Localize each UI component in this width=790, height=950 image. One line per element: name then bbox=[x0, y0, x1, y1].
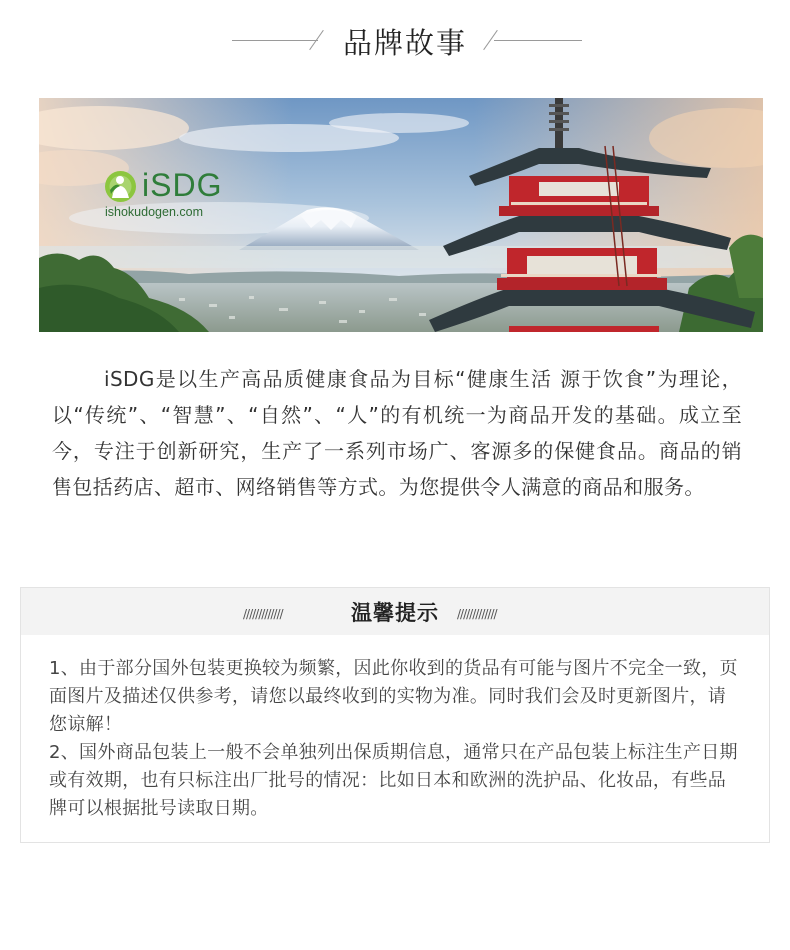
header-divider-left bbox=[232, 40, 318, 41]
leaf-person-icon bbox=[104, 170, 137, 203]
logo-domain: ishokudogen.com bbox=[105, 205, 203, 219]
tip-item: 2、国外商品包装上一般不会单独列出保质期信息，通常只在产品包装上标注生产日期或有效期，也有只标注出厂批号的情况：比如日本和欧洲的洗护品、化妆品，有些品牌可以根据批号读取日期。 bbox=[49, 742, 738, 819]
tip-item: 1、由于部分国外包装更换较为频繁，因此你收到的货品有可能与图片不完全一致，页面图片及描述仅供参考，请您以最终收到的实物为准。同时我们会及时更新图片，请您谅解！ bbox=[49, 658, 738, 735]
warm-tips-header bbox=[21, 588, 769, 635]
warm-tips-body bbox=[49, 655, 741, 823]
logo-wordmark: iSDG bbox=[142, 167, 223, 203]
header-divider-right bbox=[494, 40, 582, 41]
brand-intro-paragraph: iSDG是以生产高品质健康食品为目标“健康生活 源于饮食”为理论，以“传统”、“智慧”、“自然”、“人”的有机统一为商品开发的基础。成立至今，专注于创新研究，生产了一系列市场广、客源多的保健食品。商品的销售包括药店、超市、网络销售等方式。为您提供令人满意的商品和服务。 bbox=[52, 367, 742, 499]
isdg-logo bbox=[104, 168, 244, 224]
warm-tips-box bbox=[20, 587, 770, 843]
warm-tips-title: 温馨提示 bbox=[351, 601, 439, 625]
brand-banner-image bbox=[39, 98, 763, 332]
brand-story-header bbox=[0, 18, 790, 68]
hatch-decoration-left: ///////////// bbox=[243, 607, 283, 621]
brand-story-title: 品牌故事 bbox=[342, 26, 467, 60]
hatch-decoration-right: ///////////// bbox=[457, 607, 497, 621]
